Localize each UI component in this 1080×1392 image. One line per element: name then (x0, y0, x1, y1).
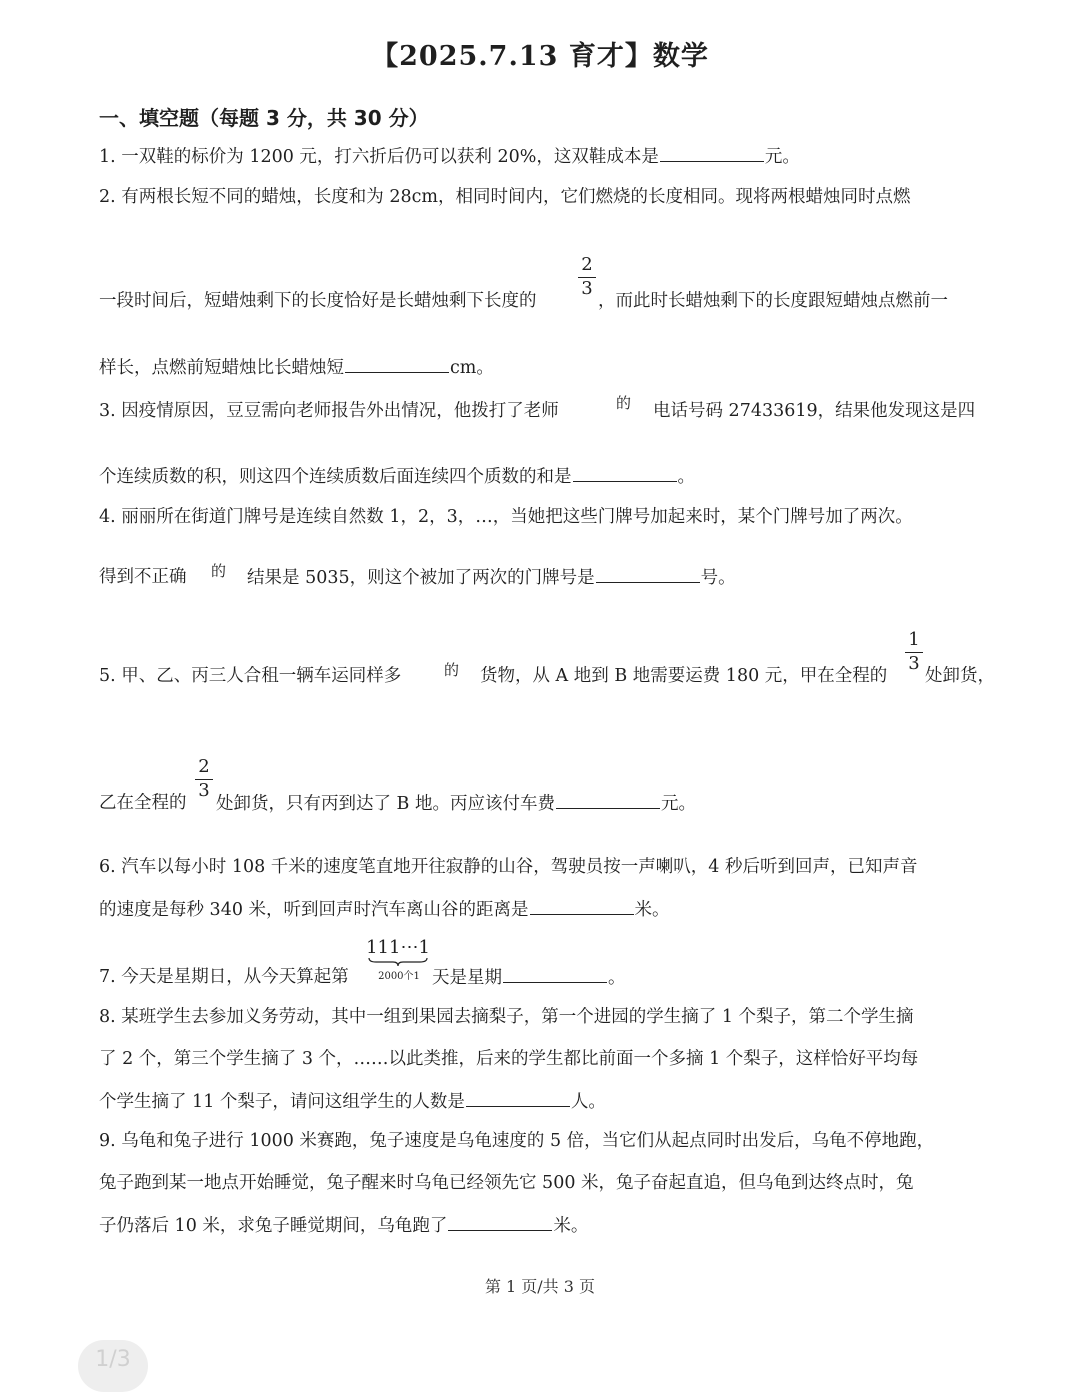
question-8-line-2: 了 2 个，第三个学生摘了 3 个，……以此类推，后来的学生都比前面一个多摘 1 个梨子，这样恰好平均每 (99, 1049, 919, 1069)
fraction-two-thirds-b (195, 757, 213, 801)
fraction-one-third (905, 630, 923, 674)
question-9-text: 子仍落后 10 米，求兔子睡觉期间，乌龟跑了 (99, 1216, 448, 1236)
question-6-line-1: 6. 汽车以每小时 108 千米的速度笔直地开往寂静的山谷，驾驶员按一声喇叭，4 秒后听到回声，已知声音 (99, 857, 918, 877)
question-4-line-2b (247, 564, 736, 591)
answer-blank-8[interactable] (466, 1088, 570, 1107)
page-footer: 第 1 页/共 3 页 (484, 1277, 596, 1296)
question-1 (99, 143, 800, 170)
fraction-denominator: 3 (581, 278, 593, 299)
question-8-line-1: 8. 某班学生去参加义务劳动，其中一组到果园去摘梨子，第一个进园的学生摘了 1 个梨子，第二个学生摘 (99, 1007, 914, 1027)
underbrace (368, 957, 428, 967)
repeated-ones-number: 111⋯1 (366, 937, 430, 958)
question-3-unit: 。 (677, 467, 695, 487)
fraction-two-thirds (578, 255, 596, 299)
fraction-numerator: 2 (581, 254, 593, 275)
question-8-text: 个学生摘了 11 个梨子，请问这组学生的人数是 (99, 1092, 465, 1112)
page-indicator[interactable]: 1/3 (78, 1340, 148, 1392)
answer-blank-4[interactable] (596, 564, 700, 583)
question-4-unit: 号。 (700, 568, 736, 588)
question-2-line-2b: ，而此时长蜡烛剩下的长度跟短蜡烛点燃前一 (598, 291, 948, 311)
question-2-text: 样长，点燃前短蜡烛比长蜡烛短 (99, 358, 344, 378)
question-9-line-1: 9. 乌龟和兔子进行 1000 米赛跑，兔子速度是乌龟速度的 5 倍，当它们从起点同时出发后，乌龟不停地跑， (99, 1131, 935, 1151)
answer-blank-2[interactable] (345, 354, 449, 373)
question-4-line-2a: 得到不正确 (99, 567, 187, 587)
answer-blank-9[interactable] (448, 1212, 552, 1231)
question-9-unit: 米。 (553, 1216, 589, 1236)
fraction-denominator: 3 (198, 780, 210, 801)
answer-blank-6[interactable] (530, 896, 634, 915)
question-3-text: 个连续质数的积，则这四个连续质数后面连续四个质数的和是 (99, 467, 572, 487)
question-7-text-b (432, 964, 626, 991)
question-5-de: 的 (444, 661, 460, 679)
question-4-line-1: 4. 丽丽所在街道门牌号是连续自然数 1，2，3，…，当她把这些门牌号加起来时，某个门牌号加了两次。 (99, 507, 913, 527)
question-5-line-1c: 处卸货， (925, 666, 995, 686)
question-2-line-2a: 一段时间后，短蜡烛剩下的长度恰好是长蜡烛剩下长度的 (99, 291, 537, 311)
question-3-de: 的 (616, 394, 632, 412)
question-1-text: 1. 一双鞋的标价为 1200 元，打六折后仍可以获利 20%，这双鞋成本是 (99, 147, 659, 167)
question-5-line-1a: 5. 甲、乙、丙三人合租一辆车运同样多 (99, 666, 402, 686)
question-7-unit: 。 (608, 968, 626, 988)
question-4-text: 结果是 5035，则这个被加了两次的门牌号是 (247, 568, 595, 588)
question-6-unit: 米。 (634, 900, 670, 920)
question-5-line-2b (216, 790, 696, 817)
question-3-line-1b: 电话号码 27433619，结果他发现这是四 (653, 401, 976, 421)
fraction-numerator: 1 (908, 629, 920, 650)
question-3-line-1a: 3. 因疫情原因，豆豆需向老师报告外出情况，他拨打了老师 (99, 401, 559, 421)
question-9-line-2: 兔子跑到某一地点开始睡觉，兔子醒来时乌龟已经领先它 500 米，兔子奋起直追，但乌龟到达终点时，兔 (99, 1173, 914, 1193)
page-title: 【2025.7.13 育才】数学 (371, 41, 709, 72)
question-4-de: 的 (211, 562, 227, 580)
question-6-text: 的速度是每秒 340 米，听到回声时汽车离山谷的距离是 (99, 900, 529, 920)
underbrace-label: 2000个1 (378, 971, 420, 982)
answer-blank-3[interactable] (573, 463, 677, 482)
answer-blank-5[interactable] (556, 790, 660, 809)
question-5-line-2a: 乙在全程的 (99, 793, 187, 813)
answer-blank-1[interactable] (660, 143, 764, 162)
question-3-line-2 (99, 463, 695, 490)
question-2-line-1: 2. 有两根长短不同的蜡烛，长度和为 28cm，相同时间内，它们燃烧的长度相同。现将两根蜡烛同时点燃 (99, 187, 911, 207)
question-6-line-2 (99, 896, 670, 923)
fraction-denominator: 3 (908, 653, 920, 674)
question-2-line-3 (99, 354, 494, 381)
question-5-line-1b: 货物，从 A 地到 B 地需要运费 180 元，甲在全程的 (480, 666, 888, 686)
question-1-unit: 元。 (764, 147, 800, 167)
question-5-unit: 元。 (660, 794, 696, 814)
fraction-numerator: 2 (198, 756, 210, 777)
question-9-line-3 (99, 1212, 588, 1239)
section-heading: 一、填空题（每题 3 分，共 30 分） (99, 106, 429, 130)
question-7-text: 天是星期 (432, 968, 502, 988)
question-2-unit: cm。 (450, 358, 494, 378)
question-5-text: 处卸货，只有丙到达了 B 地。丙应该付车费 (216, 794, 555, 814)
answer-blank-7[interactable] (503, 964, 607, 983)
question-8-unit: 人。 (570, 1092, 606, 1112)
question-8-line-3 (99, 1088, 606, 1115)
question-7-text-a: 7. 今天是星期日，从今天算起第 (99, 967, 349, 987)
